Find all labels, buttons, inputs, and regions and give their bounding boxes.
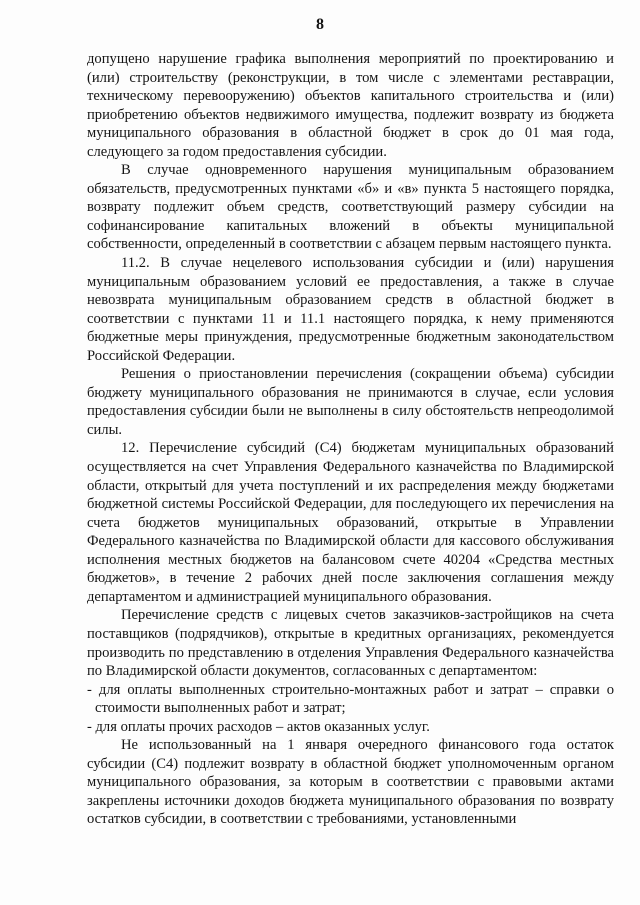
- page-number: 8: [316, 16, 324, 33]
- paragraph-continuation-11-1: допущено нарушение графика выполнения мероприятий по проектированию и (или) строительству (реконструкции, в том числе с элементами реставрации, техническому перевооружению) объектов капитального строительства и (или) приобретению объектов недвижимого имущества, подлежит возврату из бюджета муниципального образования в областной бюджет в срок до 01 мая года, следующего за годом предоставления субсидии.: [87, 51, 614, 160]
- paragraph-11-2: 11.2. В случае нецелевого использования субсидии и (или) нарушения муниципальным образованием условий ее предоставления, а также в случае невозврата муниципальным образованием средств в областной бюджет в соответствии с пунктами 11 и 11.1 настоящего порядка, к нему применяются бюджетные меры принуждения, предусмотренные бюджетным законодательством Российской Федерации.: [87, 255, 614, 364]
- paragraph-transfer-from-accounts: Перечисление средств с лицевых счетов заказчиков-застройщиков на счета поставщиков (подрядчиков), открытые в кредитных организациях, рекомендуется производить по представлению в отделения Управления Федерального казначейства по Владимирской области документов, согласованных с департаментом:: [87, 607, 614, 680]
- paragraph-suspension-decisions: Решения о приостановлении перечисления (сокращении объема) субсидии бюджету муниципального образования не принимаются в случае, если условия предоставления субсидии были не выполнены в силу обстоятельств непреодолимой силы.: [87, 366, 614, 438]
- document-body: [87, 50, 614, 829]
- list-item-construction-works: - для оплаты выполненных строительно-монтажных работ и затрат – справки о стоимости выполненных работ и затрат;: [87, 681, 614, 717]
- paragraph-simultaneous-violation: В случае одновременного нарушения муниципальным образованием обязательств, предусмотренных пунктами «б» и «в» пункта 5 настоящего порядка, возврату подлежит объем средств, соответствующий размеру субсидии на софинансирование капитальных вложений в объекты муниципальной собственности, определенный в соответствии с абзацем первым настоящего пункта.: [87, 162, 614, 253]
- paragraph-12: 12. Перечисление субсидий (С4) бюджетам муниципальных образований осуществляется на счет Управления Федерального казначейства по Владимирской области, открытый для учета поступлений и их распределения между бюджетами бюджетной системы Российской Федерации, для последующего их перечисления на счета бюджетов муниципальных образований, открытые в Управлении Федерального казначейства по Владимирской области для кассового обслуживания исполнения местных бюджетов на балансовом счете 40204 «Средства местных бюджетов», в течение 2 рабочих дней после заключения соглашения между департаментом и администрацией муниципального образования.: [87, 440, 614, 605]
- paragraph-unused-balance: Не использованный на 1 января очередного финансового года остаток субсидии (С4) подлежит возврату в областной бюджет уполномоченным органом муниципального образования, за которым в соответствии с правовыми актами закреплены источники доходов бюджета муниципального образования по возврату остатков субсидии, в соответствии с требованиями, установленными: [87, 737, 614, 828]
- list-item-other-expenses: - для оплаты прочих расходов – актов оказанных услуг.: [87, 718, 430, 735]
